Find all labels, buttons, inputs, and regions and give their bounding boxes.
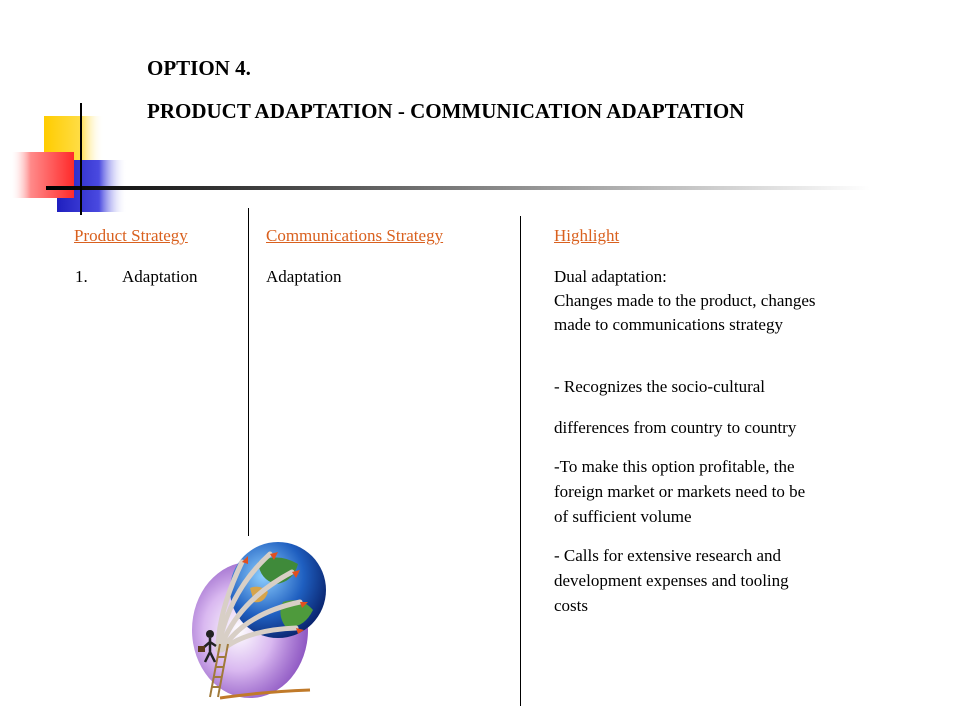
vertical-rule xyxy=(80,103,82,215)
highlight-title: Dual adaptation: xyxy=(554,267,667,286)
slide-title: PRODUCT ADAPTATION - COMMUNICATION ADAPTATION xyxy=(147,99,745,123)
option-title: OPTION 4. xyxy=(147,56,251,80)
header-highlight: Highlight xyxy=(554,226,620,245)
highlight-line: development expenses and tooling xyxy=(554,571,789,590)
row-number: 1. xyxy=(75,267,88,286)
red-square xyxy=(12,152,74,198)
header-communications-strategy: Communications Strategy xyxy=(266,226,444,245)
highlight-line: foreign market or markets need to be xyxy=(554,482,806,501)
globe-with-ladder-clipart xyxy=(188,532,338,702)
column-divider-1 xyxy=(248,208,249,536)
highlight-line: differences from country to country xyxy=(554,418,797,437)
highlight-line: costs xyxy=(554,596,588,615)
highlight-line: - Calls for extensive research and xyxy=(554,546,782,565)
communications-strategy-value: Adaptation xyxy=(266,267,342,286)
highlight-line: made to communications strategy xyxy=(554,315,783,334)
highlight-line: Changes made to the product, changes xyxy=(554,291,816,310)
horizontal-rule xyxy=(46,186,870,190)
highlight-line: - Recognizes the socio-cultural xyxy=(554,377,766,396)
product-strategy-value: Adaptation xyxy=(122,267,198,286)
highlight-line: of sufficient volume xyxy=(554,507,692,526)
column-divider-2 xyxy=(520,216,521,706)
highlight-line: -To make this option profitable, the xyxy=(554,457,795,476)
header-product-strategy: Product Strategy xyxy=(74,226,188,245)
